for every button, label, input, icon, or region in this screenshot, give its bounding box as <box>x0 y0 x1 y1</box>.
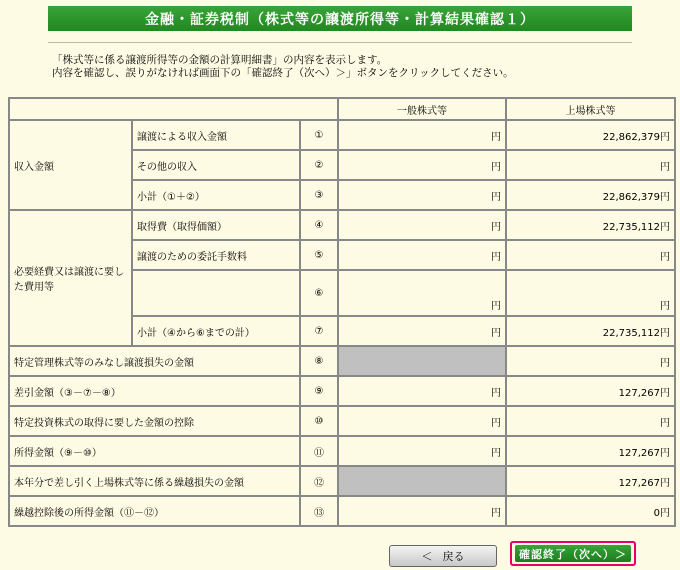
general-amount: 円 <box>338 270 506 316</box>
table-row <box>9 436 675 466</box>
confirm-next-button[interactable]: 確認終了（次へ）＞ <box>515 545 631 562</box>
listed-amount: 円 <box>506 406 675 436</box>
listed-amount: 円 <box>506 150 675 180</box>
general-amount: 円 <box>338 436 506 466</box>
table-row <box>9 496 675 526</box>
row-label: 譲渡による収入金額 <box>132 120 300 150</box>
confirm-button-highlight <box>510 541 636 566</box>
listed-amount: 127,267円 <box>506 376 675 406</box>
row-number: ① <box>300 120 338 150</box>
general-amount: 円 <box>338 210 506 240</box>
row-number: ③ <box>300 180 338 210</box>
listed-amount: 円 <box>506 270 675 316</box>
row-label: 特定投資株式の取得に要した金額の控除 <box>9 406 300 436</box>
general-amount: 円 <box>338 240 506 270</box>
row-label <box>132 270 300 316</box>
page-title: 金融・証券税制（株式等の譲渡所得等・計算結果確認１） <box>48 6 632 31</box>
row-label: 小計（①＋②） <box>132 180 300 210</box>
general-amount: 円 <box>338 150 506 180</box>
row-number: ⑬ <box>300 496 338 526</box>
row-number: ⑥ <box>300 270 338 316</box>
listed-amount: 22,735,112円 <box>506 210 675 240</box>
row-label: 差引金額（③－⑦－⑧） <box>9 376 300 406</box>
intro-line-1: 「株式等に係る譲渡所得等の金額の計算明細書」の内容を表示します。 <box>52 54 388 66</box>
row-number: ② <box>300 150 338 180</box>
listed-amount: 0円 <box>506 496 675 526</box>
row-number: ⑩ <box>300 406 338 436</box>
group-expense-label: 必要経費又は譲渡に要した費用等 <box>9 210 132 346</box>
group-income-label: 収入金額 <box>9 120 132 210</box>
general-amount: 円 <box>338 376 506 406</box>
listed-amount: 円 <box>506 240 675 270</box>
header-general-stocks: 一般株式等 <box>338 98 506 120</box>
listed-amount: 円 <box>506 346 675 376</box>
back-button[interactable] <box>389 545 497 567</box>
row-number: ⑦ <box>300 316 338 346</box>
row-label: 所得金額（⑨－⑩） <box>9 436 300 466</box>
back-arrow-icon: ＜ <box>421 550 433 563</box>
row-number: ④ <box>300 210 338 240</box>
back-button-label: 戻る <box>442 550 465 563</box>
calculation-table <box>8 97 676 527</box>
intro-line-2: 内容を確認し、誤りがなければ画面下の「確認終了（次へ）＞」ボタンをクリックしてください。 <box>52 67 514 79</box>
general-amount: 円 <box>338 180 506 210</box>
row-number: ⑤ <box>300 240 338 270</box>
row-number: ⑪ <box>300 436 338 466</box>
table-row <box>9 376 675 406</box>
row-label: 特定管理株式等のみなし譲渡損失の金額 <box>9 346 300 376</box>
table-row <box>9 406 675 436</box>
row-label: 小計（④から⑥までの計） <box>132 316 300 346</box>
general-amount-disabled <box>338 346 506 376</box>
row-label: 取得費（取得価額） <box>132 210 300 240</box>
header-blank <box>9 98 338 120</box>
general-amount-disabled <box>338 466 506 496</box>
row-label: 本年分で差し引く上場株式等に係る繰越損失の金額 <box>9 466 300 496</box>
listed-amount: 127,267円 <box>506 466 675 496</box>
general-amount: 円 <box>338 496 506 526</box>
row-label: 繰越控除後の所得金額（⑪－⑫） <box>9 496 300 526</box>
table-row <box>9 346 675 376</box>
general-amount: 円 <box>338 406 506 436</box>
listed-amount: 22,735,112円 <box>506 316 675 346</box>
title-divider <box>48 42 632 43</box>
table-row <box>9 466 675 496</box>
row-label: 譲渡のための委託手数料 <box>132 240 300 270</box>
row-number: ⑧ <box>300 346 338 376</box>
row-label: その他の収入 <box>132 150 300 180</box>
row-number: ⑫ <box>300 466 338 496</box>
listed-amount: 127,267円 <box>506 436 675 466</box>
table-row <box>9 210 675 240</box>
intro-text <box>52 54 652 80</box>
general-amount: 円 <box>338 316 506 346</box>
row-number: ⑨ <box>300 376 338 406</box>
header-listed-stocks: 上場株式等 <box>506 98 675 120</box>
listed-amount: 22,862,379円 <box>506 180 675 210</box>
listed-amount: 22,862,379円 <box>506 120 675 150</box>
general-amount: 円 <box>338 120 506 150</box>
table-row <box>9 120 675 150</box>
